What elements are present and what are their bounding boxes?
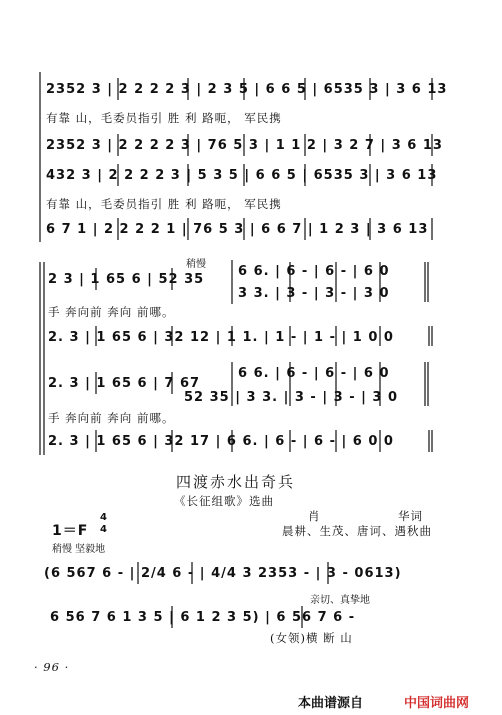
time-top: 4 xyxy=(100,512,108,523)
time-bottom: 4 xyxy=(100,524,108,535)
footer-site-link[interactable]: 中国词曲网 xyxy=(404,696,470,711)
lyricist-b: 华词 xyxy=(398,509,423,523)
system1-row2: 2352 3 | 2 2 2 2 3 | 76 5 3 | 1 1 2 | 3 2 7 | 3 6 13 xyxy=(46,138,443,153)
composers: 晨耕、生茂、唐诃、遇秋曲 xyxy=(282,524,432,538)
system2-row1c: 3 3. | 3 - | 3 - | 3 0 xyxy=(238,286,390,301)
tempo-mark: 稍慢 坚毅地 xyxy=(52,544,106,555)
system2-lyrics1: 手 奔向前 奔向 前哪。 xyxy=(48,305,175,319)
system1-row3: 432 3 | 2 2 2 2 3 | 5 3 5 | 6 6 5 | 6535 3 | 3 6 13 xyxy=(46,168,438,183)
system2-row1b: 6 6. | 6 - | 6 - | 6 0 xyxy=(238,264,390,279)
page-number: · 96 · xyxy=(34,660,70,674)
song-title: 四渡赤水出奇兵 xyxy=(176,473,296,491)
melody-line1: (6 567 6 - | 2/4 6 - | 4/4 3 2353 - | 3 - 0613) xyxy=(44,566,402,581)
system2-row3c: 52 35 | 3 3. | 3 - | 3 - | 3 0 xyxy=(184,390,399,405)
system1-lyrics2: 有靠 山，毛委员指引 胜 利 路呃， 军民携 xyxy=(46,197,282,211)
key-signature: 1＝F xyxy=(52,523,89,539)
system1-row1: 2352 3 | 2 2 2 2 3 | 2 3 5 | 6 6 5 | 6535 3 | 3 6 13 xyxy=(46,82,448,97)
system2-row4: 2. 3 | 1 65 6 | 32 17 | 6 6. | 6 - | 6 - | 6 0 0 xyxy=(48,434,394,449)
song-subtitle: 《长征组歌》选曲 xyxy=(174,494,274,508)
lyricist-a: 肖 xyxy=(308,509,321,523)
system2-row3b: 6 6. | 6 - | 6 - | 6 0 xyxy=(238,366,390,381)
system2-row1a: 2 3 | 1 65 6 | 52 35 xyxy=(48,272,205,287)
melody-line2: 6 56 7 6 1 3 5 | 6 1 2 3 5) | 6 56 7 6 - xyxy=(50,610,356,625)
system1-row4: 6 7 1 | 2 2 2 2 1 | 76 5 3 | 6 6 7 | 1 2 3 | 3 6 13 xyxy=(46,222,429,237)
system2-row3a: 2. 3 | 1 65 6 | 7 67 xyxy=(48,376,201,391)
solo-lyric: (女领)横 断 山 xyxy=(270,631,353,645)
system1-lyrics1: 有靠 山，毛委员指引 胜 利 路呃， 军民携 xyxy=(46,111,282,125)
footer-source-label: 本曲谱源自 xyxy=(298,696,364,711)
system2-lyrics2: 手 奔向前 奔向 前哪。 xyxy=(48,411,175,425)
expression-mark: 亲切、真挚地 xyxy=(310,595,370,606)
system2-row2: 2. 3 | 1 65 6 | 32 12 | 1 1. | 1 - | 1 - | 1 0 0 xyxy=(48,330,394,345)
system2-tempo: 稍慢 xyxy=(186,259,206,270)
